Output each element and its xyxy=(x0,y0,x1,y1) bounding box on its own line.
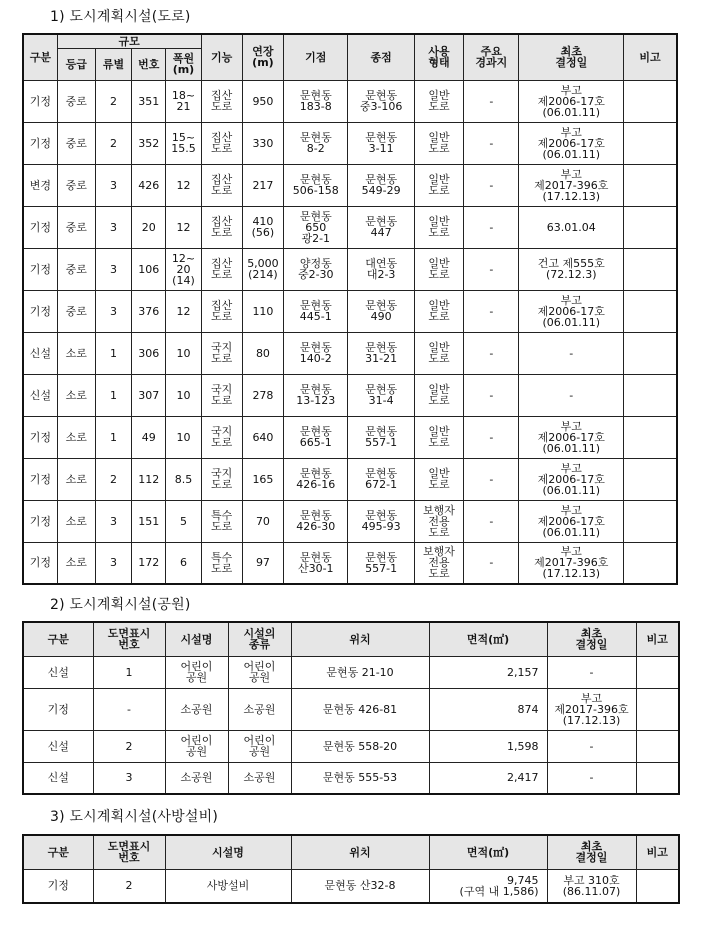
road-cell-end: 문현동 557-1 xyxy=(348,416,414,458)
road-cell-length: 330 xyxy=(242,122,283,164)
road-cell-start: 양정동 중2-30 xyxy=(284,248,348,290)
road-cell-via: - xyxy=(464,542,519,584)
road-cell-function: 특수 도로 xyxy=(201,542,242,584)
road-cell-decision: 부고 제2017-396호 (17.12.13) xyxy=(519,164,624,206)
road-cell-function: 국지 도로 xyxy=(201,416,242,458)
road-cell-decision: 63.01.04 xyxy=(519,206,624,248)
road-cell-via: - xyxy=(464,164,519,206)
road-cell-remark xyxy=(624,416,677,458)
road-cell-grade: 중로 xyxy=(57,164,95,206)
col-type: 류별 xyxy=(95,48,131,80)
road-row xyxy=(23,206,677,248)
road-cell-remark xyxy=(624,164,677,206)
road-cell-width: 5 xyxy=(166,500,201,542)
erosion-table xyxy=(22,834,680,904)
road-row xyxy=(23,290,677,332)
road-cell-function: 국지 도로 xyxy=(201,458,242,500)
road-cell-length: 217 xyxy=(242,164,283,206)
park-cell-remark xyxy=(636,656,679,688)
road-cell-width: 12~ 20 (14) xyxy=(166,248,201,290)
road-cell-start: 문현동 650 광2-1 xyxy=(284,206,348,248)
road-row xyxy=(23,542,677,584)
park-table xyxy=(22,621,680,795)
col-via: 주요 경과지 xyxy=(464,34,519,80)
road-cell-length: 165 xyxy=(242,458,283,500)
park-cell-area: 2,157 xyxy=(429,656,547,688)
erosion-col-gubun: 구분 xyxy=(23,835,93,869)
col-usage: 사용 형태 xyxy=(414,34,463,80)
park-col-facility-name: 시설명 xyxy=(165,622,228,656)
road-cell-gubun: 기정 xyxy=(23,542,57,584)
road-cell-grade: 중로 xyxy=(57,290,95,332)
erosion-col-remark: 비고 xyxy=(636,835,679,869)
road-row xyxy=(23,458,677,500)
erosion-cell-facility-name: 사방설비 xyxy=(165,869,291,903)
park-cell-decision: 부고 제2017-396호 (17.12.13) xyxy=(547,688,636,730)
park-cell-facility-type: 어린이 공원 xyxy=(228,656,291,688)
park-cell-location: 문현동 555-53 xyxy=(291,762,429,794)
road-cell-remark xyxy=(624,122,677,164)
road-cell-gubun: 기정 xyxy=(23,206,57,248)
park-cell-area: 2,417 xyxy=(429,762,547,794)
road-cell-width: 12 xyxy=(166,164,201,206)
park-col-location: 위치 xyxy=(291,622,429,656)
road-cell-type: 3 xyxy=(95,206,131,248)
park-cell-remark xyxy=(636,688,679,730)
park-col-remark: 비고 xyxy=(636,622,679,656)
road-cell-function: 국지 도로 xyxy=(201,332,242,374)
road-cell-via: - xyxy=(464,374,519,416)
road-cell-type: 3 xyxy=(95,542,131,584)
road-cell-number: 351 xyxy=(132,80,166,122)
erosion-col-location: 위치 xyxy=(291,835,429,869)
road-cell-gubun: 기정 xyxy=(23,80,57,122)
road-cell-number: 106 xyxy=(132,248,166,290)
road-cell-usage: 일반 도로 xyxy=(414,416,463,458)
road-cell-end: 문현동 490 xyxy=(348,290,414,332)
park-cell-facility-type: 소공원 xyxy=(228,762,291,794)
erosion-cell-location: 문현동 산32-8 xyxy=(291,869,429,903)
road-cell-start: 문현동 183-8 xyxy=(284,80,348,122)
road-cell-number: 426 xyxy=(132,164,166,206)
park-cell-facility-name: 소공원 xyxy=(165,762,228,794)
road-cell-width: 12 xyxy=(166,206,201,248)
road-cell-usage: 일반 도로 xyxy=(414,374,463,416)
park-col-map-number: 도면표시 번호 xyxy=(93,622,165,656)
park-cell-area: 874 xyxy=(429,688,547,730)
road-cell-number: 352 xyxy=(132,122,166,164)
road-cell-gubun: 기정 xyxy=(23,416,57,458)
road-cell-length: 97 xyxy=(242,542,283,584)
park-cell-location: 문현동 21-10 xyxy=(291,656,429,688)
park-cell-map-number: 2 xyxy=(93,730,165,762)
road-cell-end: 문현동 중3-106 xyxy=(348,80,414,122)
road-cell-usage: 보행자 전용 도로 xyxy=(414,542,463,584)
road-cell-end: 문현동 447 xyxy=(348,206,414,248)
road-cell-function: 집산 도로 xyxy=(201,248,242,290)
road-cell-grade: 중로 xyxy=(57,248,95,290)
road-cell-end: 문현동 495-93 xyxy=(348,500,414,542)
road-section-title: 1) 도시계획시설(도로) xyxy=(50,9,191,25)
road-cell-grade: 중로 xyxy=(57,206,95,248)
road-cell-gubun: 기정 xyxy=(23,122,57,164)
road-cell-via: - xyxy=(464,416,519,458)
road-cell-length: 278 xyxy=(242,374,283,416)
road-cell-length: 640 xyxy=(242,416,283,458)
road-cell-via: - xyxy=(464,248,519,290)
road-cell-grade: 중로 xyxy=(57,80,95,122)
road-cell-decision: 부고 제2006-17호 (06.01.11) xyxy=(519,290,624,332)
road-cell-grade: 소로 xyxy=(57,374,95,416)
road-cell-via: - xyxy=(464,122,519,164)
road-cell-type: 3 xyxy=(95,164,131,206)
road-cell-width: 10 xyxy=(166,332,201,374)
road-cell-end: 문현동 31-21 xyxy=(348,332,414,374)
road-cell-width: 8.5 xyxy=(166,458,201,500)
park-cell-facility-type: 소공원 xyxy=(228,688,291,730)
road-cell-decision: 부고 제2006-17호 (06.01.11) xyxy=(519,122,624,164)
road-cell-remark xyxy=(624,542,677,584)
road-cell-function: 집산 도로 xyxy=(201,80,242,122)
erosion-col-map-number: 도면표시 번호 xyxy=(93,835,165,869)
park-cell-remark xyxy=(636,730,679,762)
col-grade: 등급 xyxy=(57,48,95,80)
col-remark: 비고 xyxy=(624,34,677,80)
road-cell-gubun: 기정 xyxy=(23,290,57,332)
col-number: 번호 xyxy=(132,48,166,80)
road-cell-start: 문현동 산30-1 xyxy=(284,542,348,584)
road-cell-width: 12 xyxy=(166,290,201,332)
road-cell-remark xyxy=(624,206,677,248)
road-cell-number: 20 xyxy=(132,206,166,248)
road-cell-remark xyxy=(624,374,677,416)
col-length: 연장 (m) xyxy=(242,34,283,80)
road-cell-end: 문현동 3-11 xyxy=(348,122,414,164)
road-cell-start: 문현동 140-2 xyxy=(284,332,348,374)
road-cell-usage: 일반 도로 xyxy=(414,122,463,164)
road-cell-function: 집산 도로 xyxy=(201,206,242,248)
road-cell-decision: 건고 제555호 (72.12.3) xyxy=(519,248,624,290)
road-cell-gubun: 기정 xyxy=(23,458,57,500)
road-cell-usage: 일반 도로 xyxy=(414,248,463,290)
road-cell-start: 문현동 426-16 xyxy=(284,458,348,500)
park-cell-facility-name: 어린이 공원 xyxy=(165,730,228,762)
erosion-cell-area: 9,745 (구역 내 1,586) xyxy=(429,869,547,903)
road-cell-number: 306 xyxy=(132,332,166,374)
road-cell-grade: 소로 xyxy=(57,500,95,542)
road-cell-type: 1 xyxy=(95,332,131,374)
road-cell-decision: 부고 제2006-17호 (06.01.11) xyxy=(519,80,624,122)
park-cell-gubun: 신설 xyxy=(23,762,93,794)
road-cell-end: 대연동 대2-3 xyxy=(348,248,414,290)
park-cell-location: 문현동 558-20 xyxy=(291,730,429,762)
park-cell-map-number: - xyxy=(93,688,165,730)
road-cell-length: 80 xyxy=(242,332,283,374)
road-cell-type: 2 xyxy=(95,80,131,122)
park-cell-remark xyxy=(636,762,679,794)
road-cell-grade: 소로 xyxy=(57,542,95,584)
road-row xyxy=(23,164,677,206)
road-cell-usage: 일반 도로 xyxy=(414,290,463,332)
park-cell-map-number: 1 xyxy=(93,656,165,688)
road-cell-type: 2 xyxy=(95,122,131,164)
park-cell-facility-type: 어린이 공원 xyxy=(228,730,291,762)
park-col-decision: 최초 결정일 xyxy=(547,622,636,656)
park-col-facility-type: 시설의 종류 xyxy=(228,622,291,656)
road-cell-via: - xyxy=(464,332,519,374)
road-cell-decision: - xyxy=(519,332,624,374)
park-cell-decision: - xyxy=(547,656,636,688)
road-cell-number: 112 xyxy=(132,458,166,500)
road-cell-gubun: 신설 xyxy=(23,374,57,416)
park-cell-facility-name: 어린이 공원 xyxy=(165,656,228,688)
road-cell-gubun: 변경 xyxy=(23,164,57,206)
road-cell-usage: 일반 도로 xyxy=(414,80,463,122)
road-cell-width: 10 xyxy=(166,374,201,416)
col-function: 기능 xyxy=(201,34,242,80)
park-col-gubun: 구분 xyxy=(23,622,93,656)
road-cell-start: 문현동 13-123 xyxy=(284,374,348,416)
park-cell-map-number: 3 xyxy=(93,762,165,794)
road-cell-function: 특수 도로 xyxy=(201,500,242,542)
road-cell-length: 410 (56) xyxy=(242,206,283,248)
erosion-section-title: 3) 도시계획시설(사방설비) xyxy=(50,809,218,825)
road-cell-number: 151 xyxy=(132,500,166,542)
park-cell-gubun: 신설 xyxy=(23,730,93,762)
road-cell-end: 문현동 557-1 xyxy=(348,542,414,584)
road-cell-grade: 소로 xyxy=(57,458,95,500)
road-cell-type: 1 xyxy=(95,374,131,416)
col-end: 종점 xyxy=(348,34,414,80)
road-cell-width: 6 xyxy=(166,542,201,584)
road-table xyxy=(22,33,678,585)
erosion-col-decision: 최초 결정일 xyxy=(547,835,636,869)
road-cell-start: 문현동 506-158 xyxy=(284,164,348,206)
col-start: 기점 xyxy=(284,34,348,80)
road-cell-grade: 소로 xyxy=(57,332,95,374)
erosion-col-area: 면적(㎡) xyxy=(429,835,547,869)
road-cell-width: 10 xyxy=(166,416,201,458)
park-cell-decision: - xyxy=(547,730,636,762)
erosion-cell-map-number: 2 xyxy=(93,869,165,903)
road-cell-length: 950 xyxy=(242,80,283,122)
park-row xyxy=(23,688,679,730)
road-cell-end: 문현동 549-29 xyxy=(348,164,414,206)
erosion-col-facility-name: 시설명 xyxy=(165,835,291,869)
road-cell-length: 5,000 (214) xyxy=(242,248,283,290)
park-cell-facility-name: 소공원 xyxy=(165,688,228,730)
road-cell-decision: - xyxy=(519,374,624,416)
road-cell-length: 110 xyxy=(242,290,283,332)
road-cell-start: 문현동 665-1 xyxy=(284,416,348,458)
road-cell-type: 3 xyxy=(95,500,131,542)
col-decision: 최초 결정일 xyxy=(519,34,624,80)
road-cell-grade: 중로 xyxy=(57,122,95,164)
park-section-title: 2) 도시계획시설(공원) xyxy=(50,597,191,613)
road-cell-type: 3 xyxy=(95,290,131,332)
road-row xyxy=(23,248,677,290)
park-cell-location: 문현동 426-81 xyxy=(291,688,429,730)
road-cell-gubun: 신설 xyxy=(23,332,57,374)
park-cell-area: 1,598 xyxy=(429,730,547,762)
road-cell-type: 1 xyxy=(95,416,131,458)
road-cell-number: 49 xyxy=(132,416,166,458)
road-row xyxy=(23,374,677,416)
road-cell-usage: 보행자 전용 도로 xyxy=(414,500,463,542)
col-width: 폭원 (m) xyxy=(166,48,201,80)
road-cell-number: 376 xyxy=(132,290,166,332)
road-cell-remark xyxy=(624,290,677,332)
road-cell-usage: 일반 도로 xyxy=(414,206,463,248)
road-cell-usage: 일반 도로 xyxy=(414,458,463,500)
road-cell-end: 문현동 31-4 xyxy=(348,374,414,416)
erosion-cell-remark xyxy=(636,869,679,903)
road-cell-decision: 부고 제2017-396호 (17.12.13) xyxy=(519,542,624,584)
road-cell-via: - xyxy=(464,80,519,122)
road-cell-remark xyxy=(624,80,677,122)
col-gubun: 구분 xyxy=(23,34,57,80)
road-cell-function: 집산 도로 xyxy=(201,122,242,164)
road-row xyxy=(23,500,677,542)
road-cell-end: 문현동 672-1 xyxy=(348,458,414,500)
erosion-cell-gubun: 기정 xyxy=(23,869,93,903)
road-cell-decision: 부고 제2006-17호 (06.01.11) xyxy=(519,458,624,500)
road-cell-remark xyxy=(624,332,677,374)
road-cell-remark xyxy=(624,458,677,500)
road-cell-start: 문현동 8-2 xyxy=(284,122,348,164)
park-cell-decision: - xyxy=(547,762,636,794)
road-cell-start: 문현동 445-1 xyxy=(284,290,348,332)
col-scale: 규모 xyxy=(57,34,201,48)
road-cell-number: 172 xyxy=(132,542,166,584)
road-cell-start: 문현동 426-30 xyxy=(284,500,348,542)
park-row xyxy=(23,656,679,688)
road-cell-function: 집산 도로 xyxy=(201,164,242,206)
road-cell-type: 2 xyxy=(95,458,131,500)
road-cell-via: - xyxy=(464,500,519,542)
road-cell-grade: 소로 xyxy=(57,416,95,458)
road-row xyxy=(23,332,677,374)
road-cell-width: 15~ 15.5 xyxy=(166,122,201,164)
road-cell-type: 3 xyxy=(95,248,131,290)
road-cell-via: - xyxy=(464,206,519,248)
park-row xyxy=(23,730,679,762)
road-cell-function: 집산 도로 xyxy=(201,290,242,332)
road-row xyxy=(23,122,677,164)
road-cell-length: 70 xyxy=(242,500,283,542)
road-cell-usage: 일반 도로 xyxy=(414,164,463,206)
road-cell-decision: 부고 제2006-17호 (06.01.11) xyxy=(519,500,624,542)
road-cell-via: - xyxy=(464,458,519,500)
road-cell-remark xyxy=(624,248,677,290)
road-cell-gubun: 기정 xyxy=(23,248,57,290)
road-cell-width: 18~ 21 xyxy=(166,80,201,122)
road-cell-usage: 일반 도로 xyxy=(414,332,463,374)
road-cell-gubun: 기정 xyxy=(23,500,57,542)
road-row xyxy=(23,416,677,458)
park-row xyxy=(23,762,679,794)
road-cell-number: 307 xyxy=(132,374,166,416)
road-cell-remark xyxy=(624,500,677,542)
road-cell-function: 국지 도로 xyxy=(201,374,242,416)
road-row xyxy=(23,80,677,122)
road-cell-via: - xyxy=(464,290,519,332)
park-col-area: 면적(㎡) xyxy=(429,622,547,656)
erosion-cell-decision: 부고 310호 (86.11.07) xyxy=(547,869,636,903)
erosion-row xyxy=(23,869,679,903)
park-cell-gubun: 신설 xyxy=(23,656,93,688)
road-cell-decision: 부고 제2006-17호 (06.01.11) xyxy=(519,416,624,458)
park-cell-gubun: 기정 xyxy=(23,688,93,730)
